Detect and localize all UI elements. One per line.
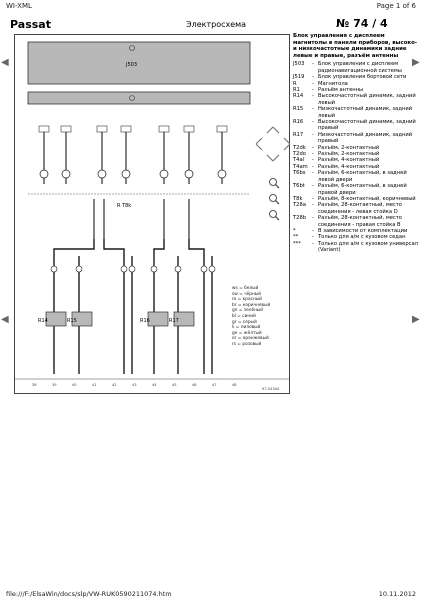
legend-text: Разъём, 4-контактный [318,157,380,164]
legend-text: Низкочастотный динамик, задний левый [318,106,413,119]
legend-code: T28b [293,215,307,222]
legend-dash: - [312,227,314,234]
legend-code: R15 [293,106,304,113]
legend-code: ** [293,234,299,241]
legend-code: T8k [293,195,303,202]
legend-code: J503 [293,61,305,68]
legend-text: Низкочастотный динамик, задний правый [318,131,413,145]
legend-text: Разъём, 2-контактный [318,144,380,151]
legend-code: R14 [293,93,304,100]
legend-text: Высокочастотный динамик, задний правый [318,119,416,132]
speaker-r17-label: R17 [169,318,179,324]
legend-code: * [293,227,296,234]
legend-dash: - [312,202,314,209]
legend-code: R16 [293,119,304,126]
connector-label: R T8k [117,203,132,209]
legend-row [293,106,418,119]
legend-text: Высокочастотный динамик, задний левый [318,93,416,106]
legend-dash: - [312,157,314,164]
svg-text:40: 40 [72,383,77,387]
svg-text:44: 44 [152,383,157,387]
legend-text: Разъём, 2-контактный [318,151,380,158]
wire-colour-key: ws = белый sw = чёрный ro = красный br = коричневый gn = зелёный bl = синий gr = серый li = лиловый ge = жёлтый or = оранжевый rs = розовый [232,286,271,347]
svg-text:46: 46 [192,383,197,387]
legend-row [293,183,418,196]
ruler-ref: 97-54344 [262,387,280,391]
page-prev-icon[interactable]: ◀ [1,57,9,68]
legend-dash: - [312,61,314,68]
legend-dash: - [312,106,314,113]
speaker-r16-label: R16 [140,318,150,324]
legend-text: Разъём, 28-контактный, место соединения - левая стойка D [318,202,402,215]
legend-text: В зависимости от комплектации [318,227,408,234]
legend [293,33,418,254]
zoom-in-icon [270,179,280,189]
control-unit-box [28,42,250,84]
legend-text: Разъём антенны [318,87,364,93]
legend-dash: - [312,93,314,100]
legend-row [293,202,418,215]
legend-row [293,215,418,228]
page-prev-icon[interactable]: ◀ [1,314,9,325]
pan-controls [254,125,292,163]
legend-code: T2dk [293,144,306,151]
svg-text:39: 39 [52,383,57,387]
legend-code: T2do [293,151,306,158]
window-title: WI-XML [6,2,32,10]
legend-heading: Блок управления с дисплеем магнитолы в панели приборов, высоко- и низкочастотные динамики задние левые и правые, разъём антенны [293,33,418,59]
legend-dash: - [312,240,314,247]
legend-dash: - [312,163,314,170]
doc-model: Passat [10,18,51,31]
svg-text:48: 48 [232,383,237,387]
legend-code: R [293,80,297,87]
svg-text:45: 45 [172,383,177,387]
arrow-down-icon [267,155,279,161]
arrow-left-icon [256,138,262,150]
legend-row [293,132,418,145]
page-next-icon[interactable]: ▶ [412,57,420,68]
legend-code: *** [293,240,301,247]
legend-dash: - [312,151,314,158]
bcm-box [28,92,250,104]
legend-text: Разъём, 28-контактный, место соединения - правая стойка В [318,215,402,228]
zoom-out-icon [270,195,280,205]
svg-text:43: 43 [132,383,137,387]
page-next-icon[interactable]: ▶ [412,314,420,325]
legend-code: T4al [293,157,305,164]
speaker-r16-box [148,312,168,326]
legend-row [293,119,418,132]
legend-row [293,93,418,106]
speaker-r14-label: R14 [38,318,48,324]
arrow-right-icon [284,138,290,150]
legend-dash: - [312,183,314,190]
legend-code: T6bs [293,170,306,177]
legend-code: R1 [293,87,300,93]
doc-type: Электросхема [186,20,247,29]
legend-text: Разъём, 6-контактный, в задней левой двери [318,170,407,183]
legend-dash: - [312,144,314,151]
arrow-up-icon [267,127,279,133]
legend-text: Разъём, 6-контактный, в задней правой двери [318,183,407,196]
legend-dash: - [312,80,314,87]
footer-path: file:///F:/ElsaWin/docs/slp/VW-RUK0590211074.htm [6,590,172,598]
legend-text: Блок управления с дисплеем радионавигационной системы [318,61,402,74]
svg-text:38: 38 [32,383,37,387]
speaker-r14-box [46,312,66,326]
legend-text: Магнитола [318,80,348,87]
legend-code: T6bt [293,183,305,190]
zoom-fit-icon [270,211,280,221]
legend-dash: - [312,215,314,222]
legend-dash: - [312,195,314,202]
legend-dash: - [312,87,314,93]
legend-code: T28a [293,202,306,209]
control-unit-label: J503 [126,62,138,68]
zoom-controls [268,177,280,225]
svg-text:47: 47 [212,383,217,387]
legend-code: R17 [293,131,304,138]
legend-text: Разъём, 4-контактный [318,163,380,170]
legend-dash: - [312,170,314,177]
svg-text:41: 41 [92,383,97,387]
legend-text: Блок управления бортовой сети [318,74,407,81]
legend-code: J519 [293,74,305,81]
legend-dash: - [312,74,314,81]
svg-text:42: 42 [112,383,117,387]
legend-text: Только для а/м с кузовом седан [318,234,406,241]
legend-row [293,61,418,74]
footer-date: 10.11.2012 [378,590,416,598]
legend-text: Разъём, 8-контактный, коричневый [318,195,416,202]
legend-row [293,170,418,183]
legend-code: T4am [293,163,308,170]
legend-dash: - [312,119,314,126]
legend-row [293,241,418,254]
page-indicator: Page 1 of 6 [376,2,416,10]
doc-number: № 74 / 4 [336,17,388,30]
legend-dash: - [312,131,314,138]
legend-dash: - [312,234,314,241]
legend-text: Только для а/м с кузовом универсал (Variant) [318,240,418,254]
speaker-r15-label: R15 [67,318,77,324]
